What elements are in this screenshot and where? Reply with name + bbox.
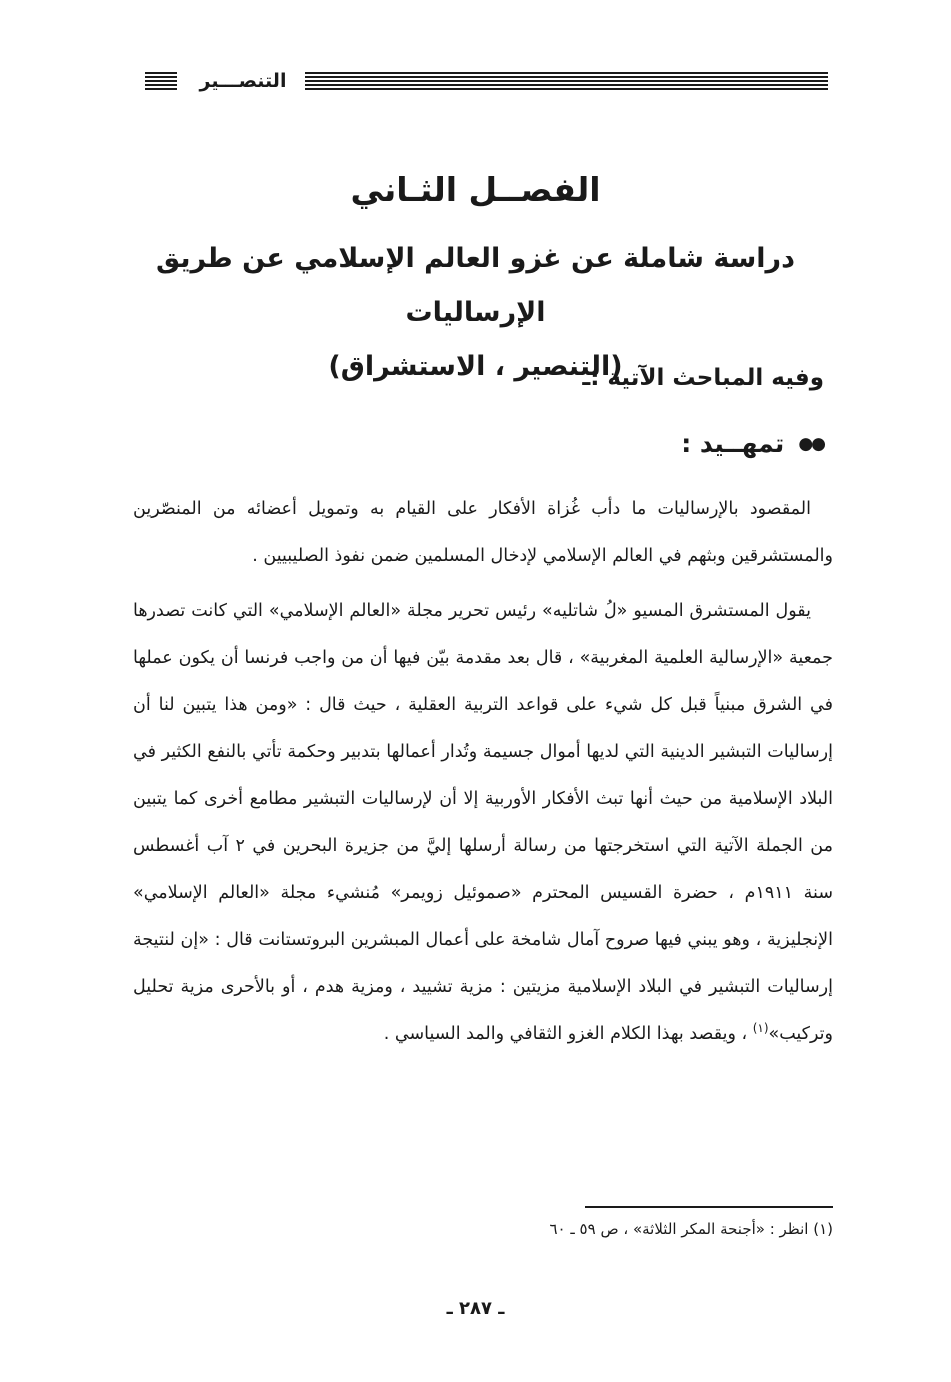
paragraph-2-end: ، ويقصد بهذا الكلام الغزو الثقافي والمد السياسي .	[383, 1024, 748, 1044]
header-rule-left	[145, 72, 177, 90]
paragraph-1: المقصود بالإرساليات ما دأب غُزاة الأفكار على القيام به وتمويل أعضائه من المنصّرين والمستشرقين وبثهم في العالم الإسلامي لإدخال المسلمين ضمن نفوذ الصليبيين .	[133, 499, 833, 566]
paragraph-2-main: يقول المستشرق المسيو «لُ شاتليه» رئيس تحرير مجلة «العالم الإسلامي» التي كانت تصدرها جمعية «الإرسالية العلمية المغربية» ، قال بعد مقدمة بيّن فيها أن من واجب فرنسا أن يكون عملها في الشرق مبنياً قبل كل شيء على قواعد التربية العقلية ، حيث قال : «ومن هذا يتبين لنا أن إرساليات التبشير الدينية التي لديها أموال جسيمة وتُدار أعمالها بتدبير وحكمة تأتي بالنفع الكثير في البلاد الإسلامية من حيث أنها تبث الأفكار الأوربية إلا أن لإرساليات التبشير مطامع أخرى كما يتبين من الجملة الآتية التي استخرجتها من رسالة أرسلها إليَّ من جزيرة البحرين في ٢ آب أغسطس سنة ١٩١١م ، حضرة القسيس المحترم «صموئيل زويمر» مُنشيء مجلة «العالم الإسلامي» الإنجليزية ، وهو يبني فيها صروح آمال شامخة على أعمال المبشرين البروتستانت قال : «إن لنتيجة إرساليات التبشير في البلاد الإسلامية مزيتين : مزية تشييد ، ومزية هدم ، أو بالأحرى مزية تحليل وتركيب»	[133, 601, 833, 1044]
footnote: (١) انظر : «أجنحة المكر الثلاثة» ، ص ٥٩ ـ ٦٠	[549, 1220, 833, 1238]
footnote-marker: (١)	[752, 1021, 769, 1036]
section-intro: وفيه المباحث الآتية :ـ	[582, 365, 824, 391]
chapter-subtitle-line1: دراسة شاملة عن غزو العالم الإسلامي عن طريق الإرساليات	[156, 243, 795, 328]
preface-heading-label: تمهــيد :	[681, 429, 785, 458]
running-header	[145, 66, 828, 98]
chapter-title: الفصــل الثـاني	[350, 170, 601, 209]
page-number: ـ ٢٨٧ ـ	[446, 1298, 505, 1319]
paragraph-2	[133, 588, 833, 1058]
header-rule-right	[305, 72, 828, 90]
body-text	[133, 486, 833, 1066]
footnote-divider	[585, 1206, 833, 1208]
preface-heading	[681, 424, 824, 464]
chapter-subtitle-line2: (التنصير ، الاستشراق)	[328, 351, 623, 382]
running-header-title: التنصـــير	[199, 70, 287, 92]
bullet-icon: ●●	[798, 434, 824, 454]
